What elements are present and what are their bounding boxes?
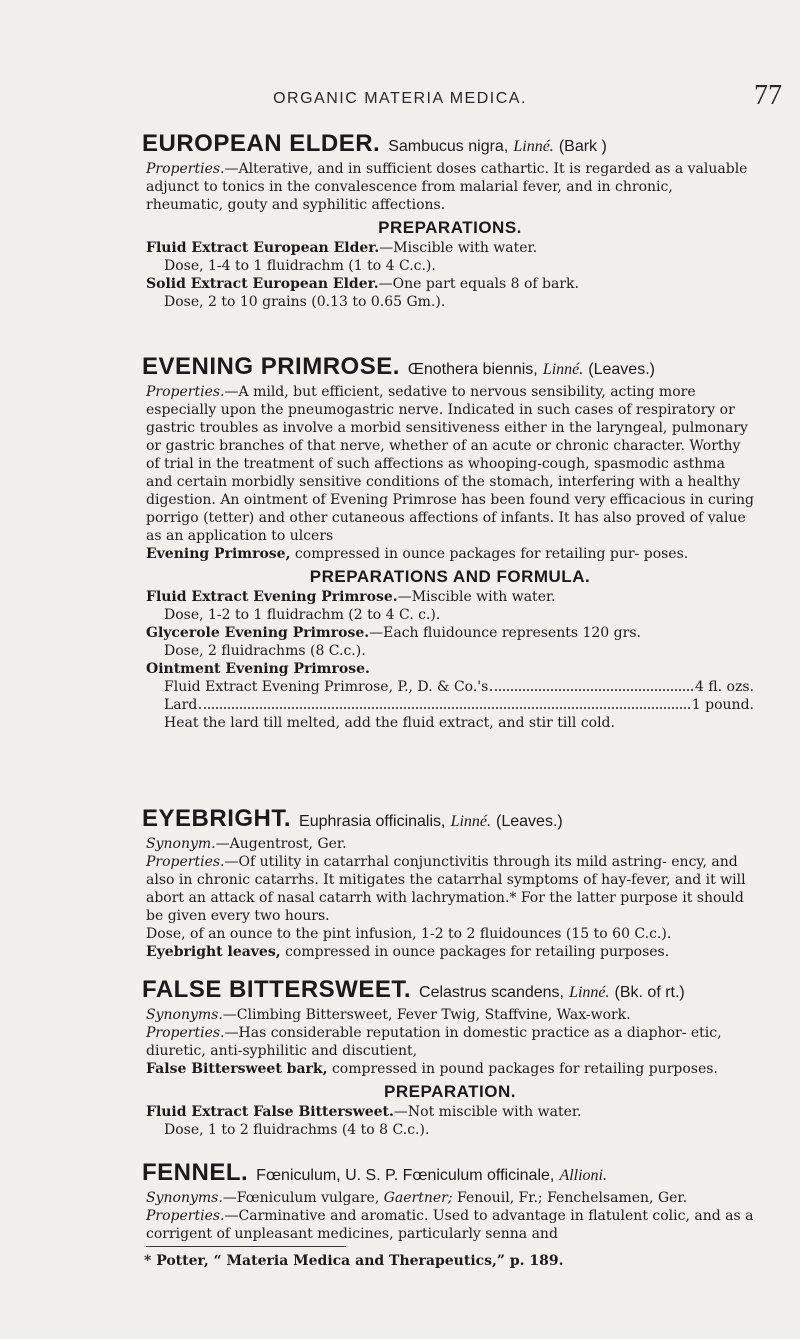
- dose-line: Dose, of an ounce to the pint infusion, 1-2 to 2 fluidounces (15 to 60 C.c.).: [146, 926, 672, 942]
- retail-note: [146, 1060, 754, 1078]
- entry-heading: [142, 805, 754, 835]
- synonym-text: —Fœniculum vulgare,: [222, 1190, 384, 1206]
- properties-label: Properties.: [146, 854, 225, 870]
- entry-name: EUROPEAN ELDER.: [142, 130, 381, 157]
- retail-text: compressed in ounce packages for retailing pur- poses.: [294, 546, 689, 562]
- authority: Linné.: [513, 138, 554, 155]
- plant-part: (Leaves.): [588, 361, 655, 378]
- ingredient-line: [146, 678, 754, 696]
- preparation-desc: —One part equals 8 of bark.: [378, 276, 579, 292]
- entry-name: FENNEL.: [142, 1159, 249, 1186]
- entry-fennel: [142, 1159, 754, 1243]
- entry-heading: [142, 976, 754, 1006]
- properties-text: —Alterative, and in sufficient doses cathartic. It is regarded as a valuable adjunct to tonics in the convalescence from malarial fever, and in chronic, rheumatic, gouty and syphilitic affections.: [146, 161, 748, 213]
- synonym-label: Synonyms.: [146, 1190, 223, 1206]
- preparation-desc: —Each fluidounce represents 120 grs.: [369, 625, 641, 641]
- retail-note: [146, 943, 754, 961]
- preparation-dose: Dose, 2 fluidrachms (8 C.c.).: [164, 643, 366, 659]
- ingredient-name: Lard: [164, 697, 198, 713]
- preparation-title: Glycerole Evening Primrose.: [146, 625, 370, 641]
- ingredient-name: Fluid Extract Evening Primrose, P., D. & Co.'s: [164, 679, 489, 695]
- direction-text: Heat the lard till melted, add the fluid extract, and stir till cold.: [164, 715, 615, 731]
- properties-text: —Of utility in catarrhal conjunctivitis through its mild astring- ency, and also in chronic catarrhs. It mitigates the catarrhal symptoms of hay-fever, and it will abort an attack of nasal catarrh with lachrymation.* For the latter purpose it should be given every two hours.: [146, 854, 746, 924]
- preparation-title: Fluid Extract European Elder.: [146, 240, 380, 256]
- synonym-line: [146, 835, 754, 853]
- properties-paragraph: [146, 383, 754, 545]
- preparation-desc: —Miscible with water.: [379, 240, 538, 256]
- preparation-item: [146, 1103, 754, 1121]
- synonym-label: Synonyms.: [146, 1007, 223, 1023]
- entry-heading: [142, 130, 754, 160]
- preparation-dose: Dose, 1-4 to 1 fluidrachm (1 to 4 C.c.).: [164, 258, 436, 274]
- plant-part: (Bark ): [558, 138, 607, 155]
- preparations-heading: PREPARATIONS.: [378, 218, 522, 237]
- entry-name: EVENING PRIMROSE.: [142, 353, 400, 380]
- synonym-line: [146, 1006, 754, 1024]
- preparation-item: [146, 239, 754, 257]
- ingredient-qty: 4 fl. ozs.: [694, 679, 754, 695]
- properties-label: Properties.: [146, 161, 225, 177]
- running-header: [0, 80, 800, 111]
- footnote: * Potter, “ Materia Medica and Therapeutics,” p. 189.: [144, 1253, 564, 1269]
- preparation-item: [146, 588, 754, 606]
- preparation-desc: —Not miscible with water.: [393, 1104, 582, 1120]
- preparation-title: Fluid Extract False Bittersweet.: [146, 1104, 394, 1120]
- preparation-dose: Dose, 1-2 to 1 fluidrachm (2 to 4 C. c.).: [164, 607, 441, 623]
- preparation-item: [146, 624, 754, 642]
- retail-title: Eyebright leaves,: [146, 944, 281, 960]
- synonym-line: [146, 1189, 754, 1207]
- authority: Linné.: [450, 813, 492, 830]
- preparation-title: Fluid Extract Evening Primrose.: [146, 589, 398, 605]
- synonym-text: —Augentrost, Ger.: [215, 836, 347, 852]
- leader-dots: [199, 696, 689, 709]
- preparation-dose: Dose, 2 to 10 grains (0.13 to 0.65 Gm.).: [164, 294, 446, 310]
- preparation-item: [146, 275, 754, 293]
- entry-evening-primrose: [142, 353, 754, 732]
- scientific-name: Celastrus scandens,: [419, 984, 564, 1001]
- preparations-heading: PREPARATION.: [384, 1082, 516, 1101]
- entry-eyebright: [142, 805, 754, 961]
- properties-label: Properties.: [146, 1025, 225, 1041]
- page-number: 77: [754, 80, 782, 111]
- plant-part: (Bk. of rt.): [614, 984, 685, 1001]
- entry-name: FALSE BITTERSWEET.: [142, 976, 412, 1003]
- properties-text: —Carminative and aromatic. Used to advantage in flatulent colic, and as a corrigent of unpleasant medicines, particularly senna and: [146, 1208, 754, 1242]
- entry-false-bittersweet: [142, 976, 754, 1139]
- ointment-title: Ointment Evening Primrose.: [146, 661, 370, 677]
- properties-paragraph: [146, 1207, 754, 1243]
- properties-text: —Has considerable reputation in domestic practice as a diaphor- etic, diuretic, anti-syphilitic and discutient,: [146, 1025, 722, 1059]
- scientific-name: Fœniculum, U. S. P. Fœniculum officinale,: [256, 1167, 555, 1184]
- preparation-dose: Dose, 1 to 2 fluidrachms (4 to 8 C.c.).: [164, 1122, 430, 1138]
- running-title: ORGANIC MATERIA MEDICA.: [273, 90, 527, 107]
- synonym-label: Synonym.: [146, 836, 216, 852]
- properties-paragraph: [146, 853, 754, 925]
- entry-european-elder: [142, 130, 754, 311]
- authority: Linné.: [569, 984, 610, 1001]
- properties-label: Properties.: [146, 1208, 225, 1224]
- retail-title: Evening Primrose,: [146, 546, 291, 562]
- scientific-name: Euphrasia officinalis,: [299, 813, 446, 830]
- ingredient-qty: 1 pound.: [691, 697, 754, 713]
- retail-title: False Bittersweet bark,: [146, 1061, 328, 1077]
- ingredient-line: [146, 696, 754, 714]
- retail-text: compressed in pound packages for retailing purposes.: [331, 1061, 718, 1077]
- entry-name: EYEBRIGHT.: [142, 805, 292, 832]
- properties-paragraph: [146, 160, 754, 214]
- entry-heading: [142, 1159, 754, 1189]
- preparation-title: Solid Extract European Elder.: [146, 276, 379, 292]
- properties-text: —A mild, but efficient, sedative to nervous sensibility, acting more especially upon the pneumogastric nerve. Indicated in such cases of respiratory or gastric troubles as involve a morbid sensitiveness either in the laryngeal, pulmonary or gastric branches of that nerve, whether of an acute or chronic character. Worthy of trial in the treatment of such affections as whooping-cough, spasmodic asthma and certain morbidly sensitive conditions of the stomach, interfering with a healthy digestion. An ointment of Evening Primrose has been found very efficacious in curing porrigo (tetter) and other cutaneous affections of infants. It has also proved of value as an application to ulcers: [146, 384, 754, 544]
- synonym-text: —Climbing Bittersweet, Fever Twig, Staffvine, Wax-work.: [222, 1007, 631, 1023]
- footnote-rule: [146, 1246, 346, 1247]
- preparations-heading: PREPARATIONS AND FORMULA.: [309, 567, 591, 586]
- synonym-text: Fenouil, Fr.; Fenchelsamen, Ger.: [452, 1190, 688, 1206]
- authority: Allioni.: [559, 1167, 607, 1184]
- leader-dots: [490, 678, 693, 691]
- synonym-authority: Gaertner;: [383, 1190, 453, 1206]
- scientific-name: Œnothera biennis,: [407, 361, 538, 378]
- authority: Linné.: [542, 361, 584, 378]
- properties-label: Properties.: [146, 384, 225, 400]
- scientific-name: Sambucus nigra,: [388, 138, 509, 155]
- plant-part: (Leaves.): [496, 813, 563, 830]
- entry-heading: [142, 353, 754, 383]
- properties-paragraph: [146, 1024, 754, 1060]
- retail-note: [146, 545, 754, 563]
- preparation-desc: —Miscible with water.: [397, 589, 556, 605]
- retail-text: compressed in ounce packages for retailing purposes.: [285, 944, 670, 960]
